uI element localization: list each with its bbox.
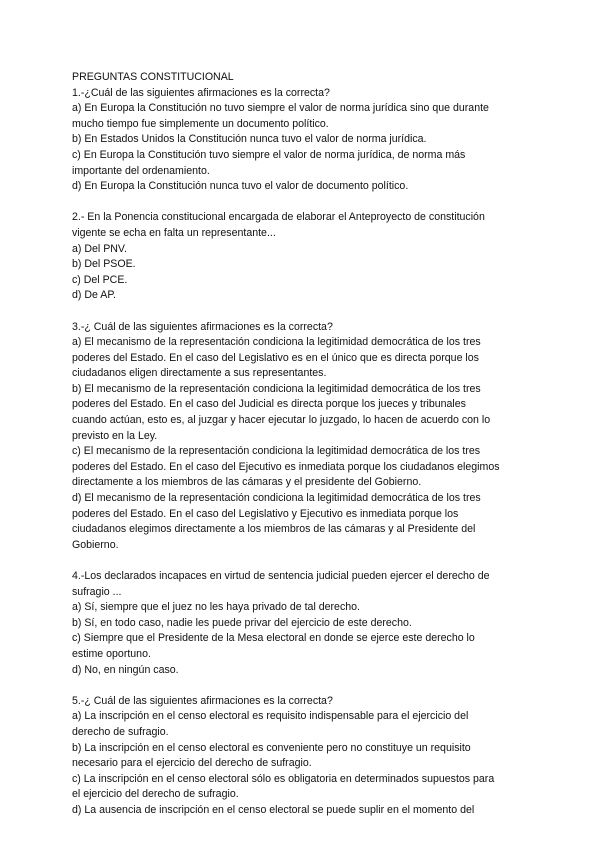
question-text: 2.- En la Ponencia constitucional encargada de elaborar el Anteproyecto de constitución vigente se echa en falta un representante... [72, 211, 485, 239]
option-b: b) Sí, en todo caso, nadie les puede privar del ejercicio de este derecho. [72, 616, 412, 629]
option-c: c) Del PCE. [72, 273, 128, 286]
question-text: 5.-¿ Cuál de las siguientes afirmaciones es la correcta? [72, 694, 333, 707]
option-d: d) El mecanismo de la representación condiciona la legitimidad democrática de los tres poderes del Estado. En el caso del Legislativo y Ejecutivo es inmediata porque los ciudadanos elegimos directamente a los miembros de las cámaras y al Presidente del Gobierno. [72, 492, 481, 551]
option-a: a) Del PNV. [72, 242, 127, 255]
question-1 [72, 86, 502, 195]
option-a: a) La inscripción en el censo electoral es requisito indispensable para el ejercicio del derecho de sufragio. [72, 710, 469, 738]
option-b: b) En Estados Unidos la Constitución nunca tuvo el valor de norma jurídica. [72, 133, 427, 146]
option-d: d) En Europa la Constitución nunca tuvo el valor de documento político. [72, 180, 409, 193]
option-d: d) No, en ningún caso. [72, 663, 179, 676]
question-text: 3.-¿ Cuál de las siguientes afirmaciones es la correcta? [72, 320, 333, 333]
option-a: a) Sí, siempre que el juez no les haya privado de tal derecho. [72, 601, 360, 614]
option-c: c) Siempre que el Presidente de la Mesa electoral en donde se ejerce este derecho lo estime oportuno. [72, 632, 475, 660]
option-c: c) La inscripción en el censo electoral sólo es obligatoria en determinados supuestos para el ejercicio del derecho de sufragio. [72, 772, 495, 801]
option-d: d) De AP. [72, 289, 116, 302]
document-title: PREGUNTAS CONSTITUCIONAL [72, 71, 234, 83]
question-3 [72, 320, 502, 554]
option-a: a) El mecanismo de la representación condiciona la legitimidad democrática de los tres poderes del Estado. En el caso del Legislativo es en el único que es directa porque los ciudadanos eligen directamente a sus representantes. [72, 336, 481, 380]
option-d: d) La ausencia de inscripción en el censo electoral se puede suplir en el momento del [72, 803, 475, 816]
question-4 [72, 569, 502, 678]
option-b: b) El mecanismo de la representación condiciona la legitimidad democrática de los tres poderes del Estado. En el caso del Judicial es directa porque los jueces y tribunales cuando actúan, esto es, al juzgar y hacer ejecutar lo juzgado, lo hacen de acuerdo con lo previsto en la Ley. [72, 382, 491, 442]
question-text: 4.-Los declarados incapaces en virtud de sentencia judicial pueden ejercer el derecho de sufragio ... [72, 570, 490, 598]
question-5 [72, 694, 502, 819]
option-c: c) En Europa la Constitución tuvo siempre el valor de norma jurídica, de norma más importante del ordenamiento. [72, 148, 466, 177]
document-page [72, 70, 502, 834]
option-a: a) En Europa la Constitución no tuvo siempre el valor de norma jurídica sino que durante mucho tiempo fue simplemente un documento político. [72, 102, 489, 130]
option-b: b) La inscripción en el censo electoral es conveniente pero no constituye un requisito necesario para el ejercicio del derecho de sufragio. [72, 741, 471, 770]
option-b: b) Del PSOE. [72, 258, 136, 271]
question-2 [72, 210, 502, 304]
question-text: 1.-¿Cuál de las siguientes afirmaciones es la correcta? [72, 86, 330, 99]
option-c: c) El mecanismo de la representación condiciona la legitimidad democrática de los tres poderes del Estado. En el caso del Ejecutivo es inmediata porque los ciudadanos elegimos directamente a los miembros de las cámaras y el presidente del Gobierno. [72, 445, 500, 489]
